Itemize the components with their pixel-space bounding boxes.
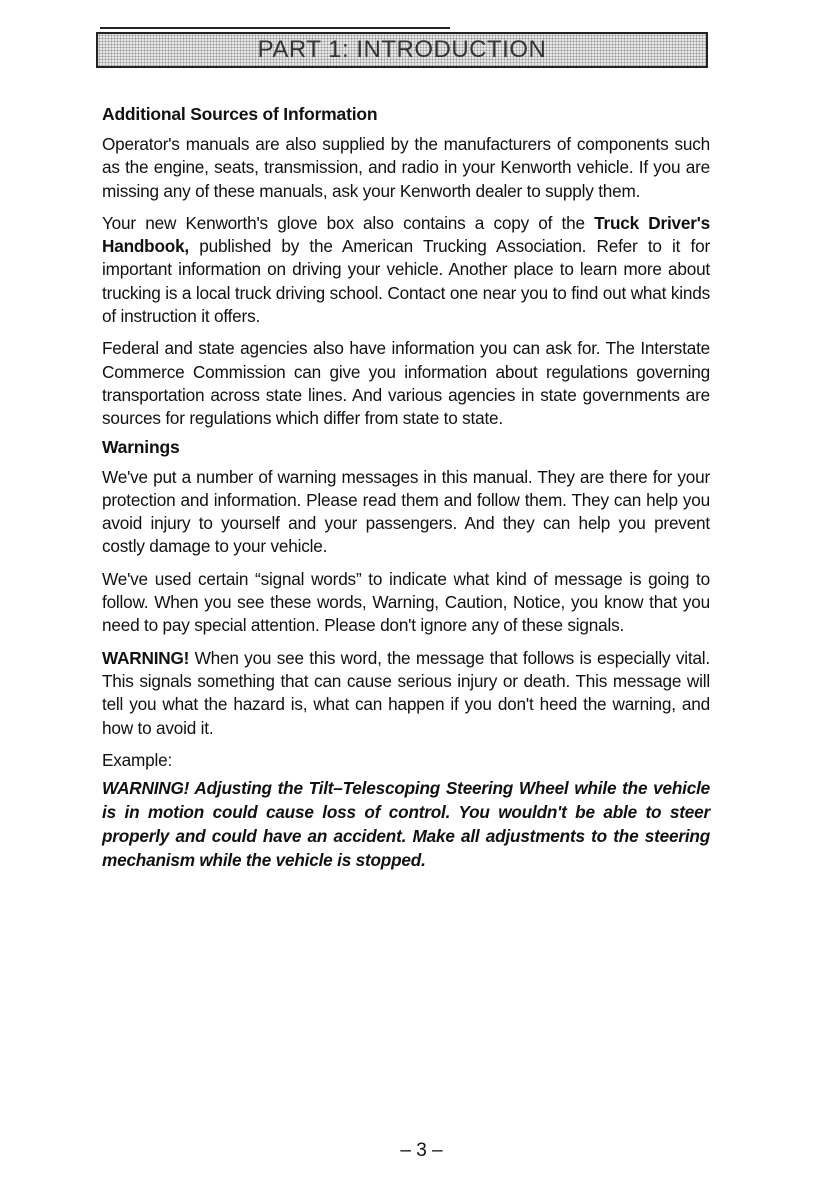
section-heading-additional-sources: Additional Sources of Information [102,104,378,124]
glove-box-text-start: Your new Kenworth's glove box also contains a copy of the [102,212,595,233]
section-header-bar [96,32,708,68]
page-number: – 3 – [400,1140,443,1161]
paragraph-agencies: Federal and state agencies also have information you can ask for. The Interstate Commerce Commission can give you information about regulations governing transportation across state lines. And various agencies in state governments are sources for regulations which differ from state to state. [102,338,710,429]
paragraph-signal-words: We've used certain “signal words” to indicate what kind of message is going to follow. When you see these words, Warning, Caution, Notice, you know that you need to pay special attention. Please don't ignore any of these signals. [102,568,710,636]
header-rule [100,27,450,29]
example-label: Example: [102,749,173,770]
paragraph-warning-definition [102,647,710,740]
paragraph-operators-manuals: Operator's manuals are also supplied by the manufacturers of components such as the engine, seats, transmission, and radio in your Kenworth vehicle. If you are missing any of these manuals, ask your Kenworth dealer to supply them. [102,134,710,201]
page-title: PART 1: INTRODUCTION [257,36,547,63]
example-warning-text: WARNING! Adjusting the Tilt–Telescoping Steering Wheel while the vehicle is in motion could cause loss of control. You wouldn't be able to steer properly and could have an accident. Make all adjustments to the steering mechanism while the vehicle is stopped. [102,778,710,871]
section-heading-warnings: Warnings [102,436,180,457]
main-content [102,102,710,881]
paragraph-warning-messages: We've put a number of warning messages in this manual. They are there for your protection and information. Please read them and follow them. They can help you avoid injury to yourself and your passengers. And they can help you prevent costly damage to your vehicle. [102,466,710,557]
paragraph-glove-box [102,212,710,328]
handbook-title: Truck Driver's Handbook, [102,212,710,257]
glove-box-text-end: published by the American Trucking Association. Refer to it for important information on driving your vehicle. Another place to learn more about trucking is a local truck driving school. Contact one near you to find out what kinds of instruction it offers. [102,236,710,327]
warning-label: WARNING! [102,647,190,668]
warning-definition-text: When you see this word, the message that follows is especially vital. This signals something that can cause serious injury or death. This message will tell you what the hazard is, what can happen if you don't heed the warning, and how to avoid it. [102,647,710,738]
